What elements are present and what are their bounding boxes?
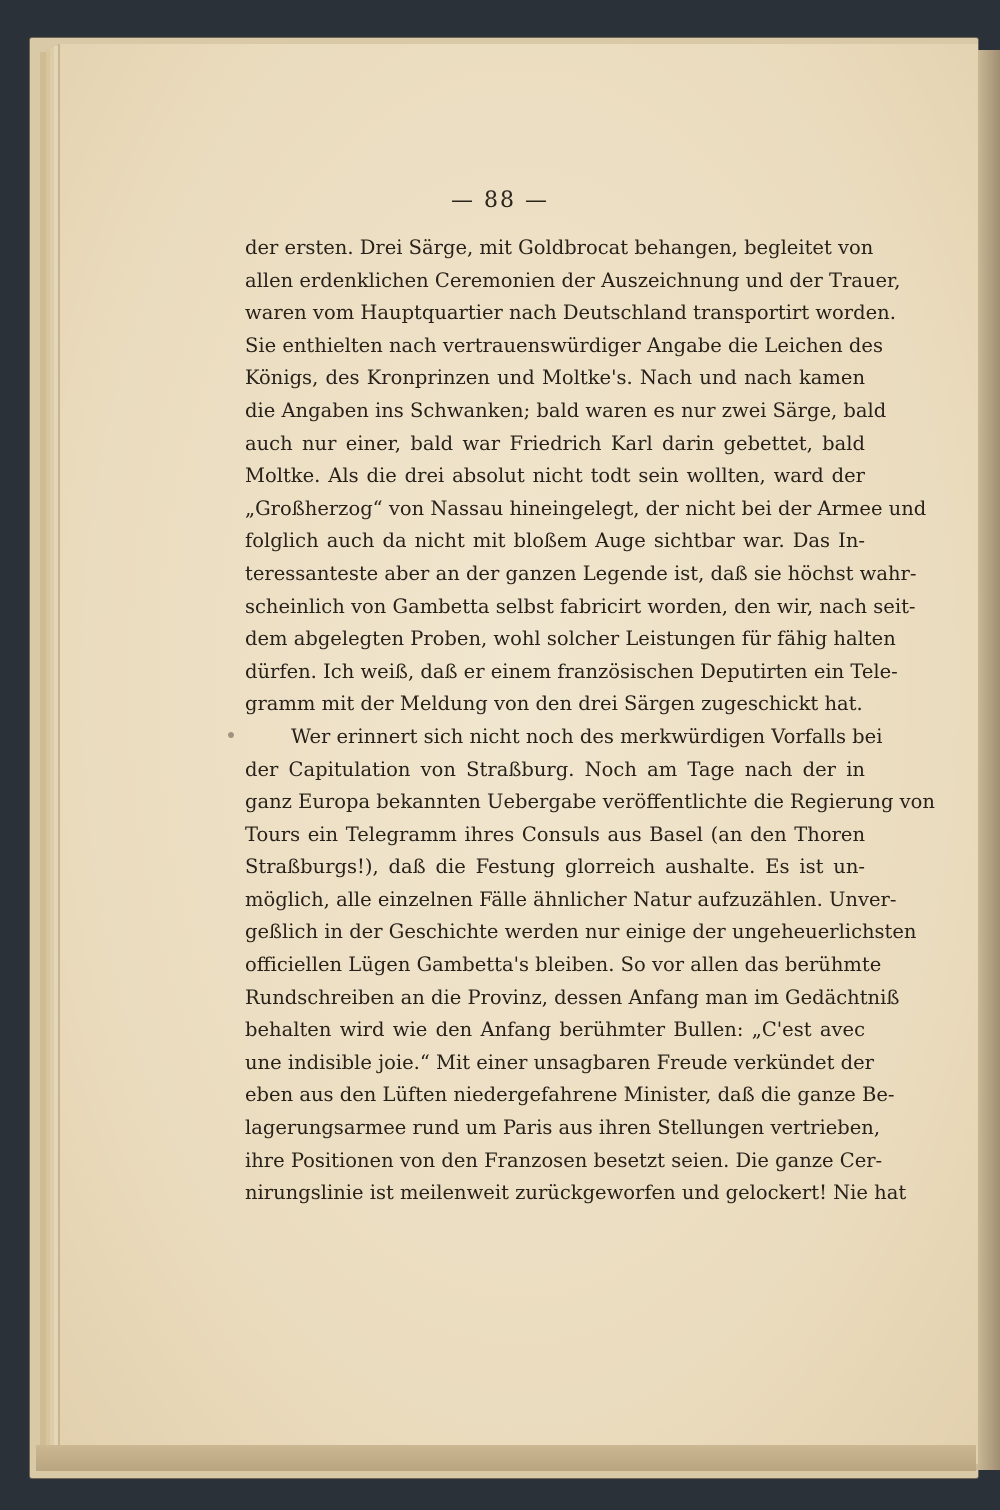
text-line: allen erdenklichen Ceremonien der Auszeichnung und der Trauer, xyxy=(245,268,901,292)
text-line: scheinlich von Gambetta selbst fabricirt worden, den wir, nach seit- xyxy=(245,594,916,618)
text-line: ganz Europa bekannten Uebergabe veröffentlichte die Regierung von xyxy=(245,790,935,814)
text-line: Straßburgs!), daß die Festung glorreich aushalte. Es ist un- xyxy=(245,855,865,879)
text-line: Wer erinnert sich nicht noch des merkwürdigen Vorfalls bei xyxy=(291,724,883,748)
text-line: Königs, des Kronprinzen und Moltke's. Nach und nach kamen xyxy=(245,366,865,390)
page-number: — 88 — xyxy=(451,188,549,213)
text-line: Moltke. Als die drei absolut nicht todt sein wollten, ward der xyxy=(245,464,865,488)
text-line: der ersten. Drei Särge, mit Goldbrocat behangen, begleitet von xyxy=(245,236,874,259)
text-line: „Großherzog“ von Nassau hineingelegt, der nicht bei der Armee und xyxy=(245,496,927,520)
text-line: ihre Positionen von den Franzosen besetzt seien. Die ganze Cer- xyxy=(245,1148,883,1172)
text-line: eben aus den Lüften niedergefahrene Minister, daß die ganze Be- xyxy=(245,1083,895,1107)
text-line: Tours ein Telegramm ihres Consuls aus Basel (an den Thoren xyxy=(245,822,865,846)
text-line: officiellen Lügen Gambetta's bleiben. So vor allen das berühmte xyxy=(245,953,882,977)
text-line: Rundschreiben an die Provinz, dessen Anfang man im Gedächtniß xyxy=(245,985,900,1009)
text-line: nirungslinie ist meilenweit zurückgeworfen und gelockert! Nie hat xyxy=(245,1181,907,1205)
text-line: die Angaben ins Schwanken; bald waren es nur zwei Särge, bald xyxy=(245,398,887,422)
text-line: dürfen. Ich weiß, daß er einem französischen Deputirten ein Tele- xyxy=(245,659,898,683)
ink-spot xyxy=(228,732,234,738)
text-line: folglich auch da nicht mit bloßem Auge sichtbar war. Das In- xyxy=(245,529,865,553)
page-edges xyxy=(36,1445,976,1471)
text-line: behalten wird wie den Anfang berühmter Bullen: „C'est avec xyxy=(245,1018,865,1042)
text-line: lagerungsarmee rund um Paris aus ihren Stellungen vertrieben, xyxy=(245,1116,881,1140)
text-line: Sie enthielten nach vertrauenswürdiger Angabe die Leichen des xyxy=(245,333,883,357)
text-line: der Capitulation von Straßburg. Noch am Tage nach der in xyxy=(245,757,865,781)
text-line: teressanteste aber an der ganzen Legende ist, daß sie höchst wahr- xyxy=(245,561,917,585)
text-line: möglich, alle einzelnen Fälle ähnlicher Natur aufzuzählen. Unver- xyxy=(245,887,897,911)
text-line: une indisible joie.“ Mit einer unsagbaren Freude verkündet der xyxy=(245,1050,874,1074)
text-line: auch nur einer, bald war Friedrich Karl darin gebettet, bald xyxy=(245,431,865,455)
text-line: geßlich in der Geschichte werden nur einige der ungeheuerlichsten xyxy=(245,920,917,944)
text-line: dem abgelegten Proben, wohl solcher Leistungen für fähig halten xyxy=(245,627,896,651)
text-line: gramm mit der Meldung von den drei Särgen zugeschickt hat. xyxy=(245,692,863,716)
text-line: waren vom Hauptquartier nach Deutschland transportirt worden. xyxy=(245,301,896,325)
body-text xyxy=(245,232,935,1210)
